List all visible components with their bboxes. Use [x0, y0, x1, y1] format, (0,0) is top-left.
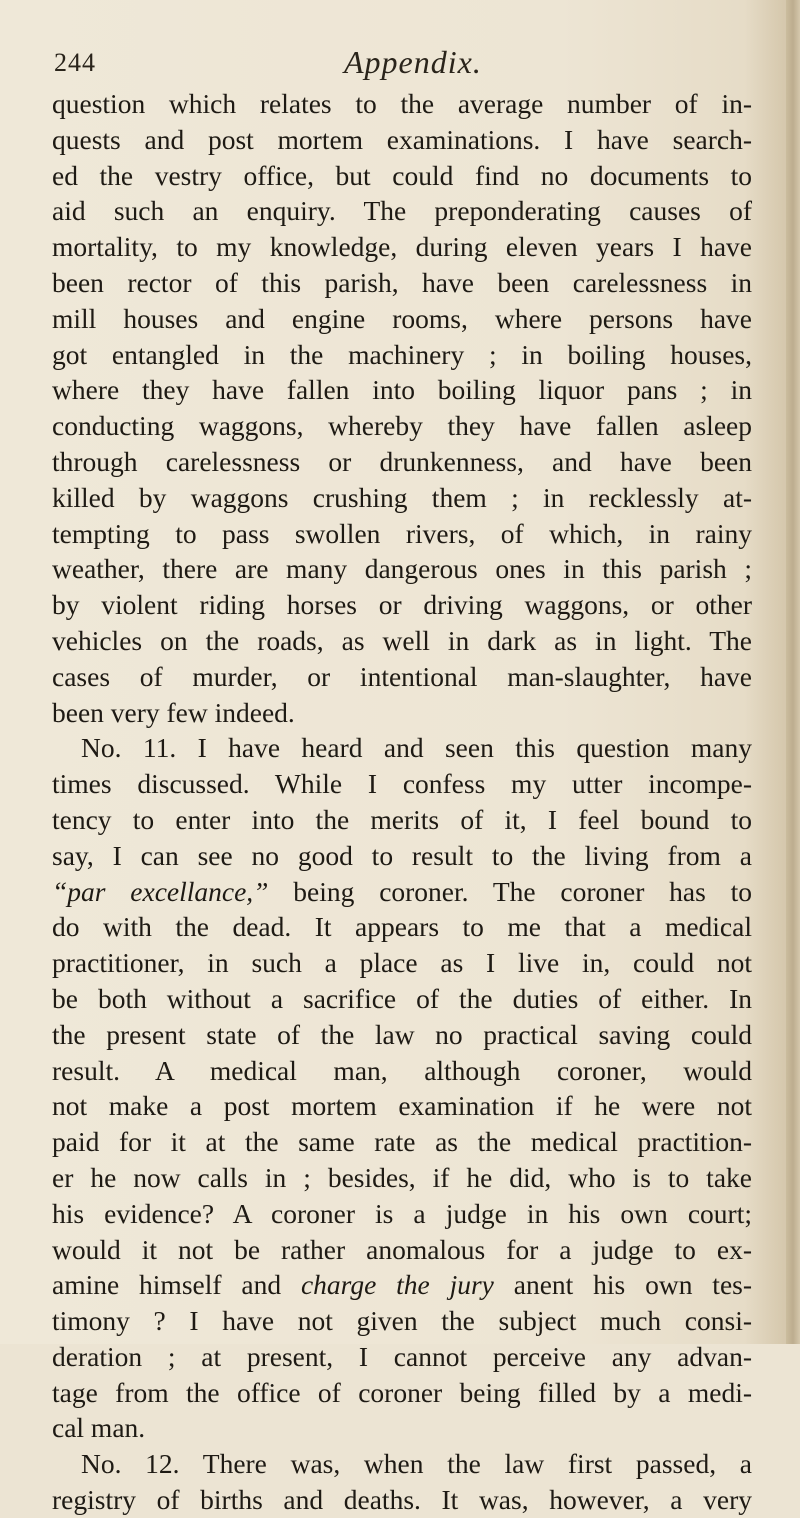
- text-line: by violent riding horses or driving waggons, or other: [52, 589, 752, 621]
- text-line: tempting to pass swollen rivers, of which, in rainy: [52, 517, 752, 549]
- text-line: tency to enter into the merits of it, I feel bound to: [52, 803, 752, 835]
- text-line: through carelessness or drunkenness, and have been: [52, 445, 752, 477]
- text-segment: being coroner. The coroner has to: [293, 875, 753, 907]
- text-segment: amine himself and: [52, 1269, 282, 1301]
- text-line: practitioner, in such a place as I live in, could not: [52, 947, 752, 979]
- text-line: deration ; at present, I cannot perceive any advan-: [52, 1340, 752, 1372]
- text-line-with-italic: [52, 1267, 752, 1303]
- section-no-11-line: No. 11. I have heard and seen this question many: [81, 732, 752, 764]
- section-no-12-line: No. 12. There was, when the law first passed, a: [81, 1448, 752, 1480]
- text-line: aid such an enquiry. The preponderating causes of: [52, 195, 752, 227]
- text-line: times discussed. While I confess my utter incompe-: [52, 768, 752, 800]
- paragraph-end-line: been very few indeed.: [52, 696, 295, 728]
- text-line: where they have fallen into boiling liquor pans ; in: [52, 374, 752, 406]
- text-line: weather, there are many dangerous ones in this parish ;: [52, 553, 752, 585]
- text-line: the present state of the law no practical saving could: [52, 1018, 752, 1050]
- body-text: [52, 86, 752, 1518]
- text-line: killed by waggons crushing them ; in recklessly at-: [52, 481, 752, 513]
- text-line: do with the dead. It appears to me that a medical: [52, 911, 752, 943]
- text-line: timony ? I have not given the subject much consi-: [52, 1305, 752, 1337]
- text-line: be both without a sacrifice of the duties of either. In: [52, 982, 752, 1014]
- text-segment: anent his own tes-: [513, 1269, 753, 1301]
- running-head: Appendix.: [344, 44, 482, 80]
- page-number: 244: [54, 48, 96, 77]
- text-line: tage from the office of coroner being filled by a medi-: [52, 1376, 752, 1408]
- text-line: cases of murder, or intentional man-slaughter, have: [52, 660, 752, 692]
- text-line: result. A medical man, although coroner, would: [52, 1054, 752, 1086]
- text-line: would it not be rather anomalous for a judge to ex-: [52, 1233, 752, 1265]
- text-line: his evidence? A coroner is a judge in his own court;: [52, 1197, 752, 1229]
- page-edge: [786, 0, 800, 1344]
- text-line: mortality, to my knowledge, during eleven years I have: [52, 231, 752, 263]
- italic-phrase: charge the jury: [300, 1269, 494, 1301]
- text-line: conducting waggons, whereby they have fallen asleep: [52, 410, 752, 442]
- text-line: vehicles on the roads, as well in dark as in light. The: [52, 624, 752, 656]
- text-line: registry of births and deaths. It was, however, a very: [52, 1484, 752, 1516]
- page-header: [50, 42, 750, 82]
- text-line: quests and post mortem examinations. I have search-: [52, 123, 752, 155]
- text-line: been rector of this parish, have been carelessness in: [52, 266, 752, 298]
- text-line: er he now calls in ; besides, if he did, who is to take: [52, 1161, 752, 1193]
- italic-phrase: “par excellance,”: [52, 875, 269, 907]
- text-line: mill houses and engine rooms, where persons have: [52, 302, 752, 334]
- text-line-with-italic: [52, 874, 752, 910]
- text-line: ed the vestry office, but could find no documents to: [52, 159, 752, 191]
- text-line: not make a post mortem examination if he were not: [52, 1090, 752, 1122]
- text-line: paid for it at the same rate as the medical practition-: [52, 1126, 752, 1158]
- text-line: say, I can see no good to result to the living from a: [52, 839, 752, 871]
- paragraph-end-line: cal man.: [52, 1412, 146, 1444]
- text-line: question which relates to the average number of in-: [52, 88, 752, 119]
- text-line: got entangled in the machinery ; in boiling houses,: [52, 338, 752, 370]
